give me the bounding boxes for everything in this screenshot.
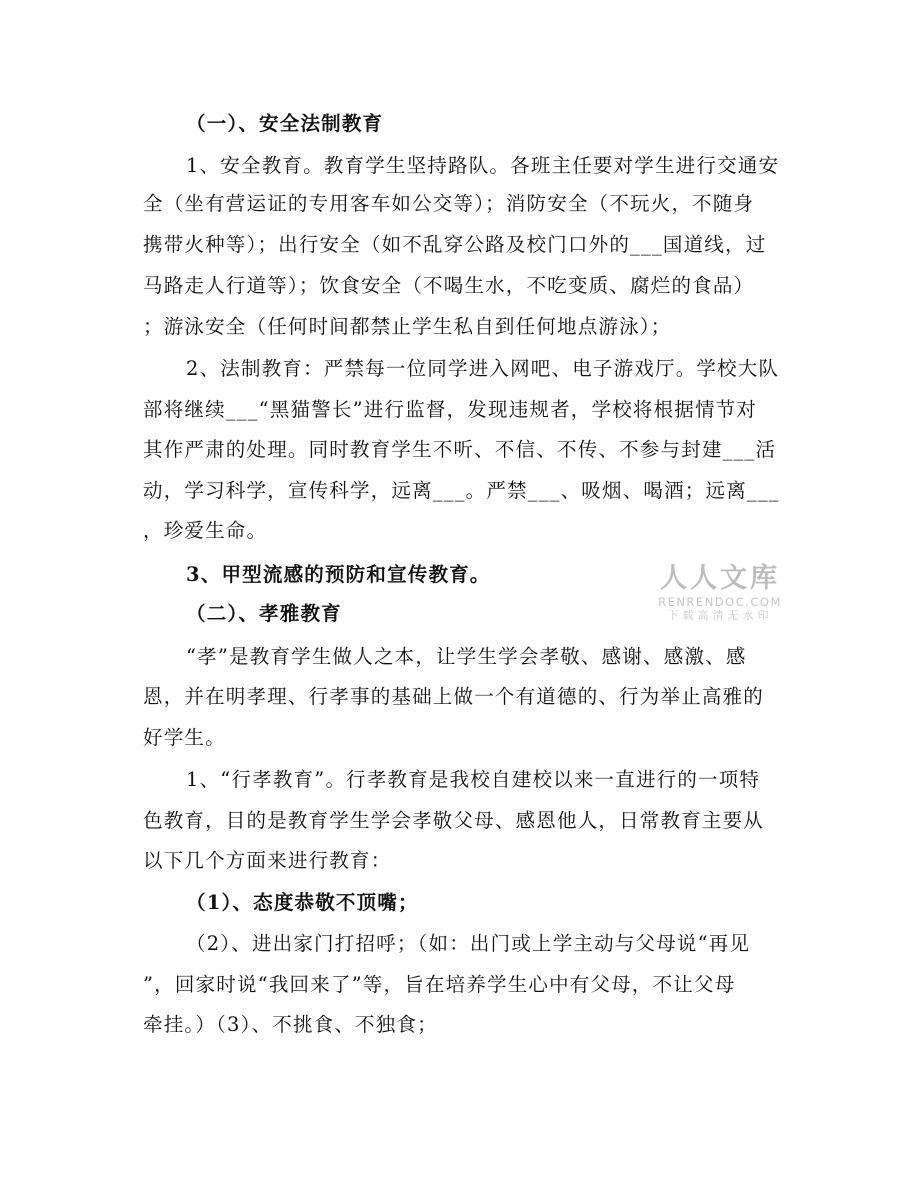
heading-flu-prevention: 3、甲型流感的预防和宣传教育。 — [186, 563, 491, 586]
paragraph-line: 以下几个方面来进行教育： — [143, 849, 392, 872]
paragraph-line: 色教育，目的是教育学生学会孝敬父母、感恩他人，日常教育主要从 — [143, 809, 765, 832]
paragraph-line: （2）、进出家门打招呼；（如：出门或上学主动与父母说“再见 — [186, 932, 751, 955]
paragraph-line: 部将继续___“黑猫警长”进行监督，发现违规者，学校将根据情节对 — [143, 398, 758, 421]
paragraph-line: 牵挂。）（3）、不挑食、不独食； — [143, 1013, 438, 1036]
paragraph-line: 携带火种等）；出行安全（如不乱穿公路及校门口外的___国道线，过 — [143, 233, 767, 256]
item-respectful-attitude: （1）、态度恭敬不顶嘴； — [186, 891, 419, 914]
paragraph-line: 动，学习科学，宣传科学，远离___。严禁___、吸烟、喝酒；远离___ — [143, 479, 780, 502]
renrendoc-watermark — [640, 563, 800, 633]
paragraph-line: ”，回家时说“我回来了”等，旨在培养学生心中有父母，不让父母 — [143, 973, 736, 996]
paragraph-line: “孝”是教育学生做人之本，让学生学会孝敬、感谢、感激、感 — [186, 645, 747, 668]
heading-filial-education: （二）、孝雅教育 — [186, 602, 342, 625]
paragraph-line: 1、“行孝教育”。行孝教育是我校自建校以来一直进行的一项特 — [186, 768, 761, 791]
heading-safety-law-education: （一）、安全法制教育 — [186, 112, 384, 135]
paragraph-line: 其作严肃的处理。同时教育学生不听、不信、不传、不参与封建___活 — [143, 438, 777, 461]
paragraph-line: 好学生。 — [143, 726, 226, 749]
paragraph-line: 全（坐有营运证的专用客车如公交等）；消防安全（不玩火，不随身 — [143, 192, 755, 215]
watermark-slogan: 下载高清无水印 — [667, 609, 773, 622]
paragraph-line: ；游泳安全（任何时间都禁止学生私自到任何地点游泳）； — [143, 315, 672, 338]
paragraph-line: 马路走人行道等）；饮食安全（不喝生水，不吃变质、腐烂的食品） — [143, 274, 755, 297]
paragraph-line: 2、法制教育：严禁每一位同学进入网吧、电子游戏厅。学校大队 — [186, 357, 780, 380]
watermark-domain: RENRENDOC.COM — [658, 595, 782, 609]
watermark-title: 人人文库 — [660, 563, 780, 594]
paragraph-line: ，珍爱生命。 — [143, 519, 268, 542]
paragraph-line: 恩，并在明孝理、行孝事的基础上做一个有道德的、行为举止高雅的 — [143, 685, 765, 708]
paragraph-line: 1、安全教育。教育学生坚持路队。各班主任要对学生进行交通安 — [186, 154, 780, 177]
